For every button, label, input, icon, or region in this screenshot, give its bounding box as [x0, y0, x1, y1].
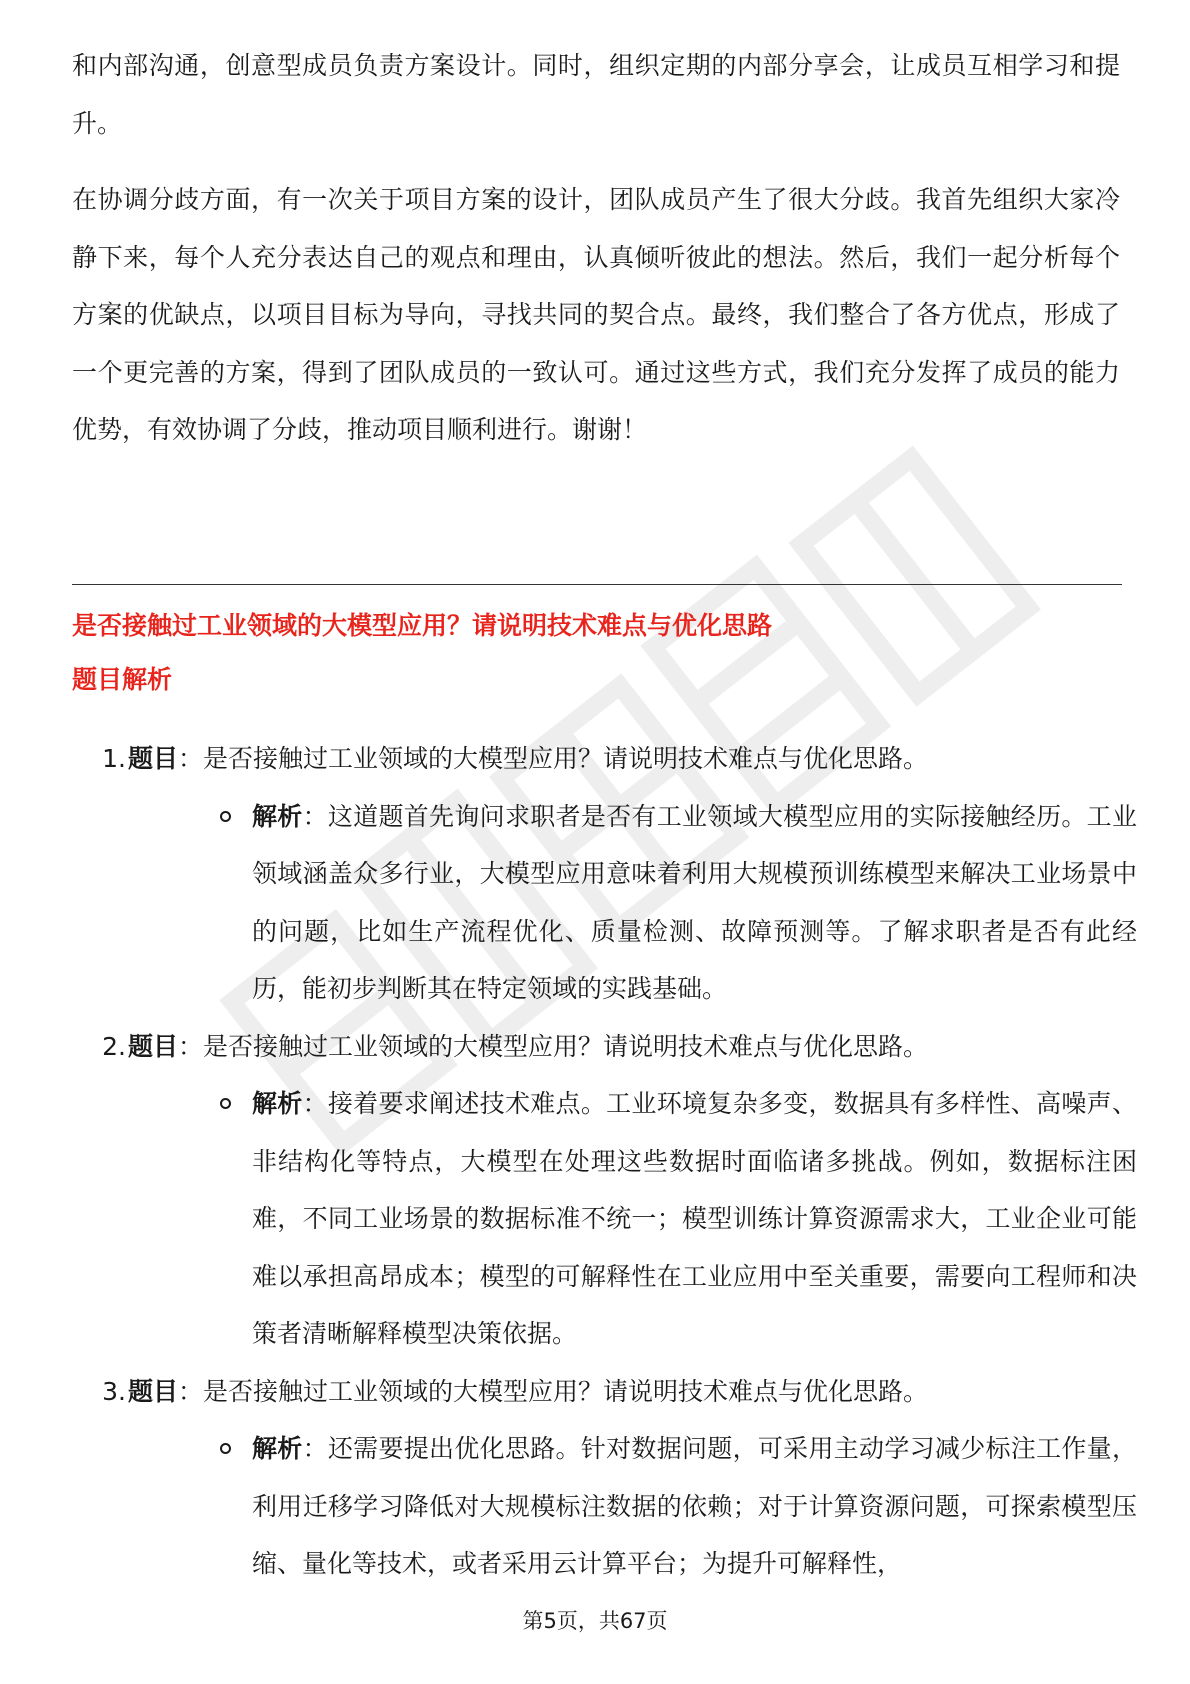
question-line	[72, 730, 1122, 788]
intro-paragraph-2: 在协调分歧方面，有一次关于项目方案的设计，团队成员产生了很大分歧。我首先组织大家冷静下来，每个人充分表达自己的观点和理由，认真倾听彼此的想法。然后，我们一起分析每个方案的优缺点，以项目目标为导向，寻找共同的契合点。最终，我们整合了各方优点，形成了一个更完善的方案，得到了团队成员的一致认可。通过这些方式，我们充分发挥了成员的能力优势，有效协调了分歧，推动项目顺利进行。谢谢！	[72, 185, 1120, 444]
item-number: 2.	[102, 1031, 126, 1061]
analysis-label: 解析	[252, 1434, 303, 1463]
question-text: ：是否接触过工业领域的大模型应用？请说明技术难点与优化思路。	[178, 744, 929, 773]
analysis-block	[72, 1075, 1137, 1363]
question-label: 题目	[128, 1376, 179, 1406]
list-item	[72, 1363, 1137, 1593]
analysis-block	[72, 788, 1137, 1018]
question-title: 是否接触过工业领域的大模型应用？请说明技术难点与优化思路	[72, 611, 773, 640]
hollow-bullet-icon	[220, 1098, 231, 1109]
analysis-heading: 题目解析	[72, 665, 173, 694]
hollow-bullet-icon	[220, 1443, 231, 1454]
question-line	[72, 1363, 1122, 1421]
analysis-text: ：接着要求阐述技术难点。工业环境复杂多变，数据具有多样性、高噪声、非结构化等特点，大模型在处理这些数据时面临诸多挑战。例如，数据标注困难，不同工业场景的数据标准不统一；模型训练计算资源需求大，工业企业可能难以承担高昂成本；模型的可解释性在工业应用中至关重要，需要向工程师和决策者清晰解释模型决策依据。	[252, 1089, 1137, 1348]
list-item	[72, 730, 1137, 1018]
hollow-bullet-icon	[220, 811, 231, 822]
analysis-label: 解析	[252, 1089, 303, 1118]
analysis-text: ：这道题首先询问求职者是否有工业领域大模型应用的实际接触经历。工业领域涵盖众多行业，大模型应用意味着利用大规模预训练模型来解决工业场景中的问题，比如生产流程优化、质量检测、故障预测等。了解求职者是否有此经历，能初步判断其在特定领域的实践基础。	[252, 801, 1137, 1003]
analysis-label: 解析	[252, 801, 303, 831]
question-list	[72, 730, 1137, 1593]
item-number: 3.	[102, 1376, 126, 1406]
section-divider	[72, 584, 1122, 585]
list-item	[72, 1018, 1137, 1363]
question-line	[72, 1018, 1122, 1076]
question-text: ：是否接触过工业领域的大模型应用？请说明技术难点与优化思路。	[178, 1031, 929, 1061]
question-label: 题目	[128, 744, 179, 773]
page-number-footer: 第5页，共67页	[522, 1609, 668, 1633]
question-text: ：是否接触过工业领域的大模型应用？请说明技术难点与优化思路。	[178, 1376, 929, 1406]
question-label: 题目	[128, 1031, 179, 1061]
intro-paragraph-1: 和内部沟通，创意型成员负责方案设计。同时，组织定期的内部分享会，让成员互相学习和提升。	[72, 51, 1120, 138]
analysis-text: ：还需要提出优化思路。针对数据问题，可采用主动学习减少标注工作量，利用迁移学习降低对大规模标注数据的依赖；对于计算资源问题，可探索模型压缩、量化等技术，或者采用云计算平台；为提升可解释性，	[252, 1434, 1137, 1578]
item-number: 1.	[102, 744, 126, 773]
analysis-block	[72, 1420, 1137, 1593]
